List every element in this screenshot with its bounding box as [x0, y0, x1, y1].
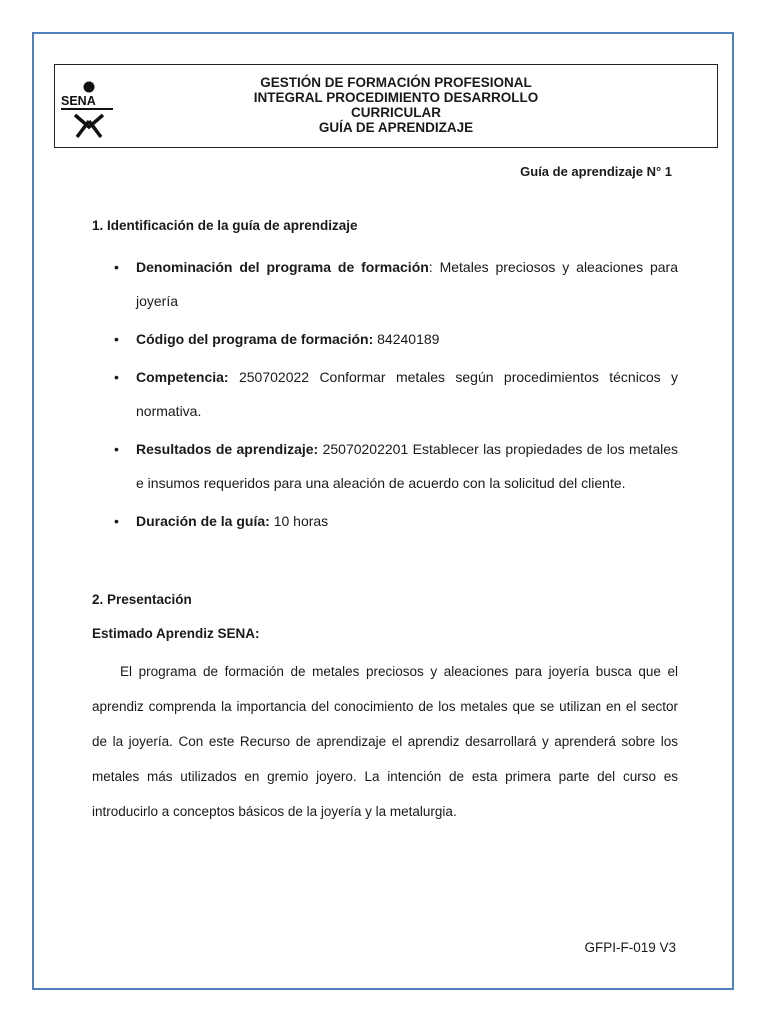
form-code: GFPI-F-019 V3 [584, 940, 676, 955]
field-label: Duración de la guía: [136, 513, 270, 529]
field-value: 250702022 Conformar metales según procedimientos técnicos y normativa. [136, 369, 679, 419]
header-title [55, 75, 717, 135]
document-header [54, 64, 718, 148]
logo-text: SENA [61, 94, 96, 108]
field-label: Competencia: [136, 369, 229, 385]
bullet: • [114, 369, 119, 385]
field-value: 25070202201 Establecer las propiedades de los metales e insumos requeridos para una aleación de acuerdo con la solicitud del cliente. [136, 441, 679, 491]
field-label: Código del programa de formación: [136, 331, 374, 347]
field-value: 84240189 [377, 331, 440, 347]
presentation-paragraph [92, 654, 678, 829]
guide-number: Guía de aprendizaje N° 1 [520, 164, 672, 179]
field-label: Denominación del programa de formación [136, 259, 429, 275]
header-title-line: GUÍA DE APRENDIZAJE [318, 120, 474, 135]
presentation-text: El programa de formación de metales preciosos y aleaciones para joyería busca que el aprendiz comprenda la importancia del conocimiento de los metales que se utilizan en el sector de la joyería. Con este Recurso de aprendizaje el aprendiz desarrollará y aprenderá sobre los metales más utilizados en gremio joyero. La intención de esta primera parte del curso es introducirlo a conceptos básicos de la joyería y la metalurgia. [92, 664, 678, 819]
bullet: • [114, 441, 119, 457]
section-2-heading: 2. Presentación [92, 592, 192, 607]
field-separator [229, 369, 239, 385]
field-value: Metales preciosos y aleaciones para joyería [136, 259, 678, 309]
bullet: • [114, 259, 119, 275]
bullet: • [114, 331, 119, 347]
field-competency [110, 360, 678, 428]
field-program-name [110, 250, 678, 318]
field-duration [110, 504, 678, 538]
field-program-code [110, 322, 678, 356]
header-title-line: GESTIÓN DE FORMACIÓN PROFESIONAL [260, 75, 532, 90]
field-learning-results [110, 432, 678, 500]
field-value: 10 horas [273, 513, 329, 529]
section-1-heading: 1. Identificación de la guía de aprendizaje [92, 218, 358, 233]
greeting: Estimado Aprendiz SENA: [92, 626, 260, 641]
bullet: • [114, 513, 119, 529]
header-title-line: INTEGRAL PROCEDIMIENTO DESARROLLO [253, 90, 539, 105]
identification-list [110, 250, 678, 542]
field-label: Resultados de aprendizaje: [136, 441, 319, 457]
field-separator: : [428, 259, 440, 275]
header-title-line: CURRICULAR [351, 105, 441, 120]
